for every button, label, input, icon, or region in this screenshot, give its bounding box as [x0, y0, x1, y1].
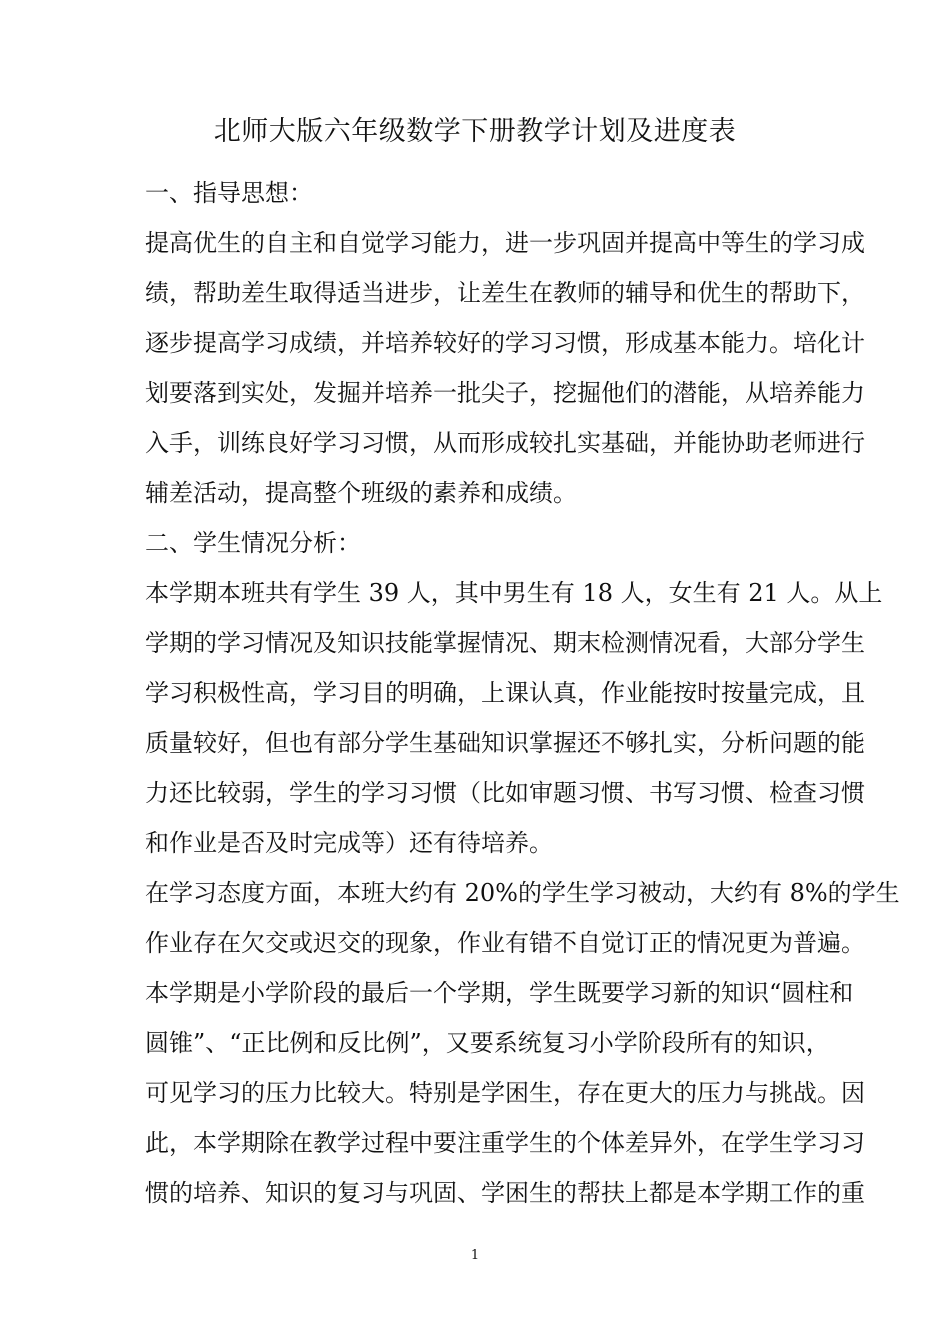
- paragraph-line: 学习积极性高，学习目的明确，上课认真，作业能按时按量完成，且: [145, 679, 865, 707]
- section-heading-student-analysis: 二、学生情况分析：: [145, 529, 361, 557]
- paragraph-line: 绩，帮助差生取得适当进步，让差生在教师的辅导和优生的帮助下，: [145, 279, 865, 307]
- paragraph-line: 学期的学习情况及知识技能掌握情况、期末检测情况看，大部分学生: [145, 629, 865, 657]
- paragraph-line: 本学期是小学阶段的最后一个学期，学生既要学习新的知识“圆柱和: [145, 979, 854, 1007]
- document-title: 北师大版六年级数学下册教学计划及进度表: [213, 116, 737, 147]
- paragraph-line: 圆锥”、“正比例和反比例”，又要系统复习小学阶段所有的知识，: [145, 1029, 830, 1057]
- section-heading-guiding-ideology: 一、指导思想：: [145, 179, 313, 207]
- paragraph-line: 辅差活动，提高整个班级的素养和成绩。: [145, 479, 577, 507]
- paragraph-line: 和作业是否及时完成等）还有待培养。: [145, 829, 553, 857]
- paragraph-line: 划要落到实处，发掘并培养一批尖子，挖掘他们的潜能，从培养能力: [145, 379, 865, 407]
- paragraph-line: 本学期本班共有学生 39 人，其中男生有 18 人，女生有 21 人。从上: [145, 579, 883, 607]
- paragraph-line: 入手，训练良好学习习惯，从而形成较扎实基础，并能协助老师进行: [145, 429, 865, 457]
- paragraph-line: 在学习态度方面，本班大约有 20%的学生学习被动，大约有 8%的学生: [145, 879, 900, 907]
- paragraph-line: 惯的培养、知识的复习与巩固、学困生的帮扶上都是本学期工作的重: [145, 1179, 865, 1207]
- paragraph-line: 提高优生的自主和自觉学习能力，进一步巩固并提高中等生的学习成: [145, 229, 865, 257]
- paragraph-line: 此，本学期除在教学过程中要注重学生的个体差异外，在学生学习习: [145, 1129, 865, 1157]
- paragraph-line: 力还比较弱，学生的学习习惯（比如审题习惯、书写习惯、检查习惯: [145, 779, 865, 807]
- paragraph-line: 逐步提高学习成绩，并培养较好的学习习惯，形成基本能力。培化计: [145, 329, 865, 357]
- page-number: 1: [470, 1248, 480, 1263]
- paragraph-line: 质量较好，但也有部分学生基础知识掌握还不够扎实，分析问题的能: [145, 729, 865, 757]
- paragraph-line: 作业存在欠交或迟交的现象，作业有错不自觉订正的情况更为普遍。: [145, 929, 865, 957]
- document-body: [145, 168, 900, 1218]
- paragraph-line: 可见学习的压力比较大。特别是学困生，存在更大的压力与挑战。因: [145, 1079, 865, 1107]
